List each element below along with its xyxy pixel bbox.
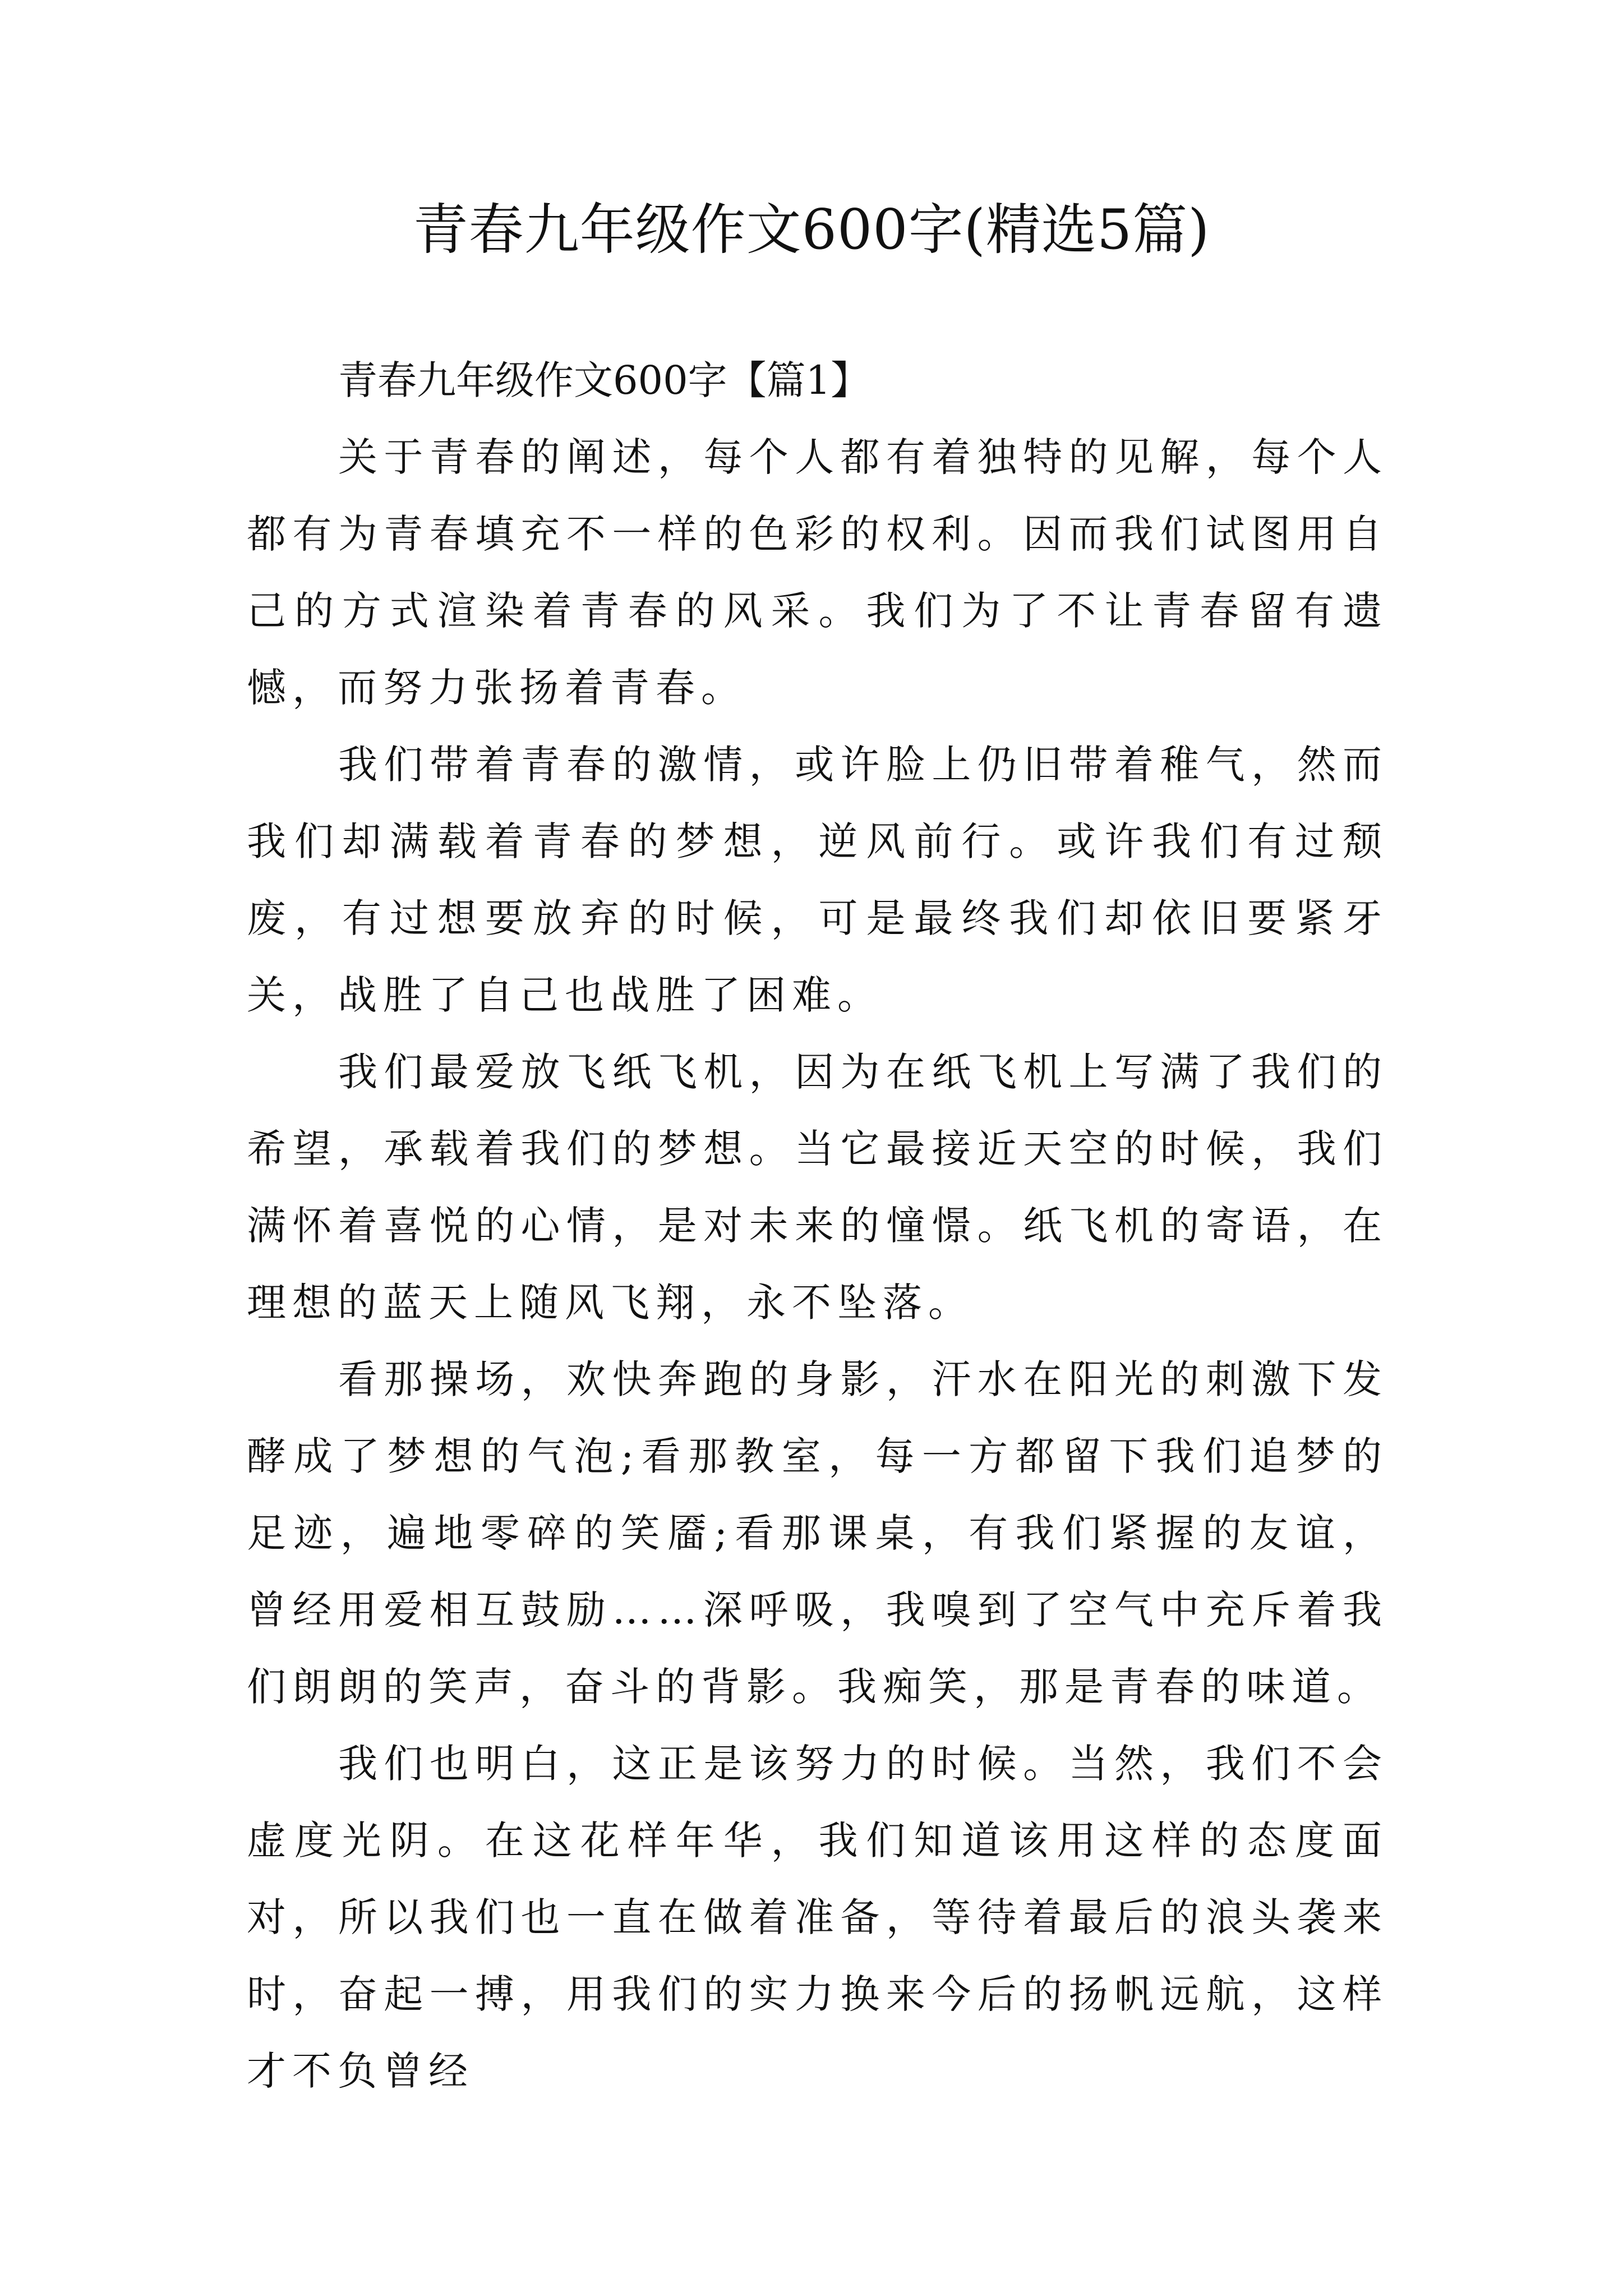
paragraph-1: 关于青春的阐述，每个人都有着独特的见解，每个人都有为青春填充不一样的色彩的权利。因而我们试图用自己的方式渲染着青春的风采。我们为了不让青春留有遗憾，而努力张扬着青春。 [247,434,1388,711]
paragraph-4: 看那操场，欢快奔跑的身影，汗水在阳光的刺激下发酵成了梦想的气泡;看那教室，每一方都留下我们追梦的足迹，遍地零碎的笑靥;看那课桌，有我们紧握的友谊，曾经用爱相互鼓励……深呼吸，我嗅到了空气中充斥着我们朗朗的笑声，奋斗的背影。我痴笑，那是青春的味道。 [247,1356,1388,1710]
paragraph-2: 我们带着青春的激情，或许脸上仍旧带着稚气，然而我们却满载着青春的梦想，逆风前行。或许我们有过颓废，有过想要放弃的时候，可是最终我们却依旧要紧牙关，战胜了自己也战胜了困难。 [247,742,1388,1018]
paragraph-5: 我们也明白，这正是该努力的时候。当然，我们不会虚度光阴。在这花样年华，我们知道该用这样的态度面对，所以我们也一直在做着准备，等待着最后的浪头袭来时，奋起一搏，用我们的实力换来今后的扬帆远航，这样才不负曾经 [247,1741,1388,2094]
paragraph-3: 我们最爱放飞纸飞机，因为在纸飞机上写满了我们的希望，承载着我们的梦想。当它最接近天空的时候，我们满怀着喜悦的心情，是对未来的憧憬。纸飞机的寄语，在理想的蓝天上随风飞翔，永不坠落。 [247,1049,1388,1326]
section-heading: 青春九年级作文600字【篇1】 [338,357,870,403]
document-title: 青春九年级作文600字(精选5篇) [413,198,1210,262]
document-body [247,342,1388,2110]
